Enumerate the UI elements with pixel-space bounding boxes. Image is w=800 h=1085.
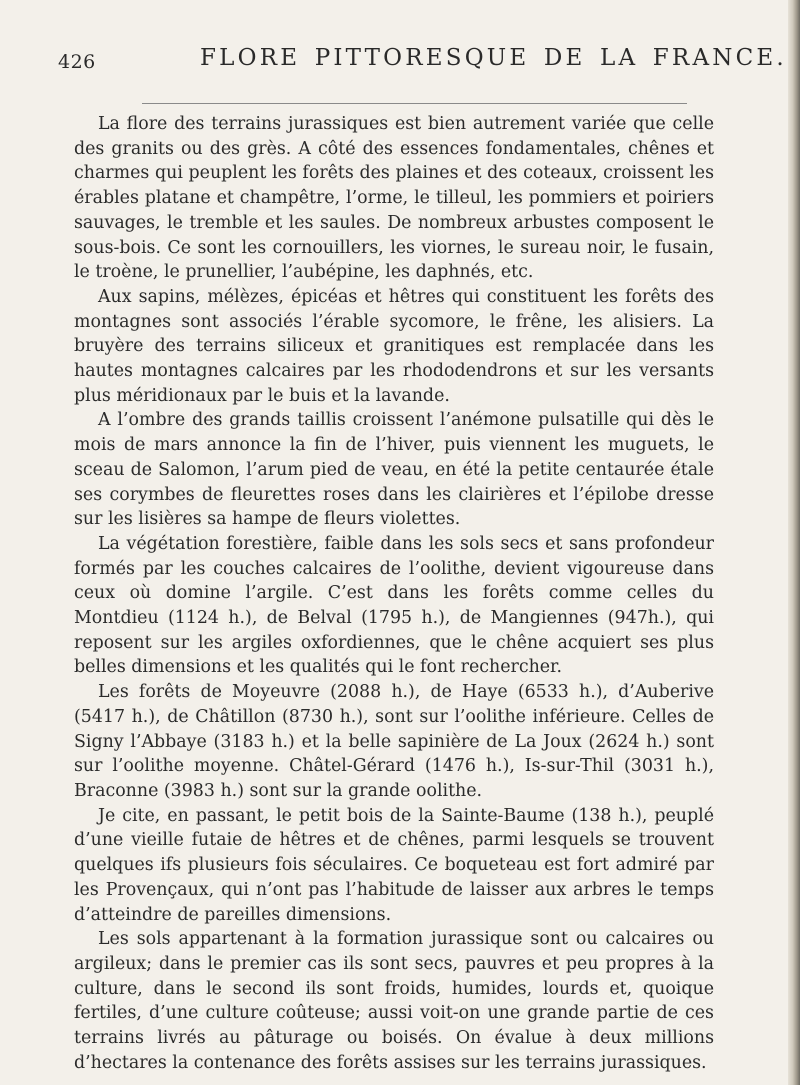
header-rule — [142, 103, 687, 104]
paragraph-2: Aux sapins, mélèzes, épicéas et hêtres qui constituent les forêts des montagnes sont associés l’érable sycomore, le frêne, les alisiers. La bruyère des terrains siliceux et granitiques est remplacée dans les hautes montagnes calcaires par les rhododendrons et sur les versants plus méridionaux par le buis et la lavande. — [74, 286, 714, 406]
running-head — [58, 45, 787, 85]
paragraph-4: La végétation forestière, faible dans les sols secs et sans profondeur formés par les couches calcaires de l’oolithe, devient vigoureuse dans ceux où domine l’argile. C’est dans les forêts comme celles du Montdieu (1124 h.), de Belval (1795 h.), de Mangiennes (947h.), qui reposent sur les argiles oxfordiennes, que le chêne acquiert ses plus belles dimensions et les qualités qui le font rechercher. — [74, 533, 714, 678]
running-title: FLORE PITTORESQUE DE LA FRANCE. — [200, 45, 787, 71]
paragraph-1: La flore des terrains jurassiques est bien autrement variée que celle des granits ou des grès. A côté des essences fondamentales, chênes et charmes qui peuplent les forêts des plaines et des coteaux, croissent les érables platane et champêtre, l’orme, le tilleul, les pommiers et poiriers sauvages, le tremble et les saules. De nombreux arbustes composent le sous-bois. Ce sont les cornouillers, les viornes, le sureau noir, le fusain, le troène, le prunellier, l’aubépine, les daphnés, etc. — [74, 114, 714, 283]
paragraph-3: A l’ombre des grands taillis croissent l’anémone pulsatille qui dès le mois de mars annonce la fin de l’hiver, puis viennent les muguets, le sceau de Salomon, l’arum pied de veau, en été la petite centaurée étale ses corymbes de fleurettes roses dans les clairières et l’épilobe dresse sur les lisières sa hampe de fleurs violettes. — [74, 410, 714, 530]
body-text — [74, 112, 714, 1075]
paragraph-6: Je cite, en passant, le petit bois de la Sainte-Baume (138 h.), peuplé d’une vieille futaie de hêtres et de chênes, parmi lesquels se trouvent quelques ifs plusieurs fois séculaires. Ce boqueteau est fort admiré par les Provençaux, qui n’ont pas l’habitude de laisser aux arbres le temps d’atteindre de pareilles dimensions. — [74, 805, 714, 925]
paragraph-5: Les forêts de Moyeuvre (2088 h.), de Haye (6533 h.), d’Auberive (5417 h.), de Châtillon (8730 h.), sont sur l’oolithe inférieure. Celles de Signy l’Abbaye (3183 h.) et la belle sapinière de La Joux (2624 h.) sont sur l’oolithe moyenne. Châtel-Gérard (1476 h.), Is-sur-Thil (3031 h.), Braconne (3983 h.) sont sur la grande oolithe. — [74, 682, 714, 801]
page-number: 426 — [58, 51, 96, 73]
paragraph-7: Les sols appartenant à la formation jurassique sont ou calcaires ou argileux; dans le premier cas ils sont secs, pauvres et peu propres à la culture, dans le second ils sont froids, humides, lourds et, quoique fertiles, d’une culture coûteuse; aussi voit-on une grande partie de ces terrains livrés au pâturage ou boisés. On évalue à deux millions d’hectares la contenance des forêts assises sur les terrains jurassiques. — [74, 929, 714, 1073]
page-edge-shadow — [788, 0, 800, 1085]
